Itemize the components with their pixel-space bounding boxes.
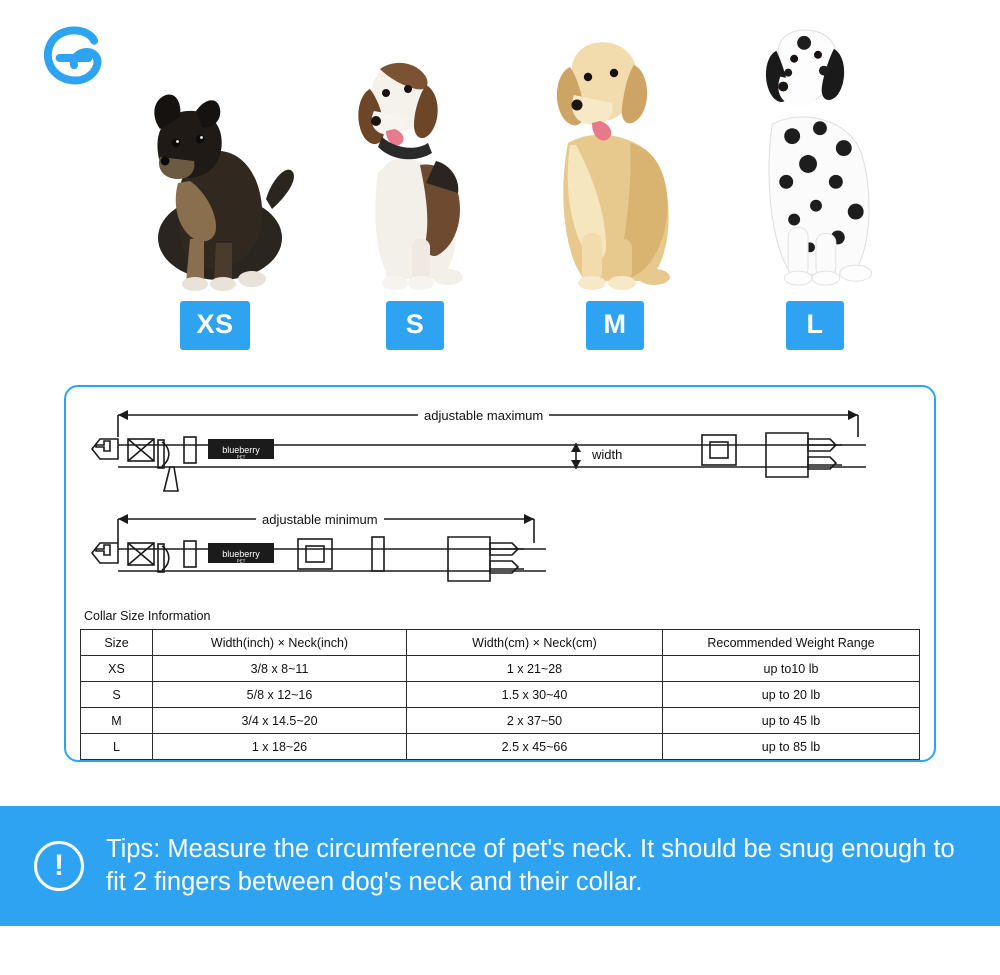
cell-inch: 5/8 x 12~16 [153,682,407,708]
table-row [81,682,920,708]
table-title: Collar Size Information [84,609,211,623]
puppy-photo [120,33,310,293]
golden-retriever-photo [520,33,710,293]
label-adjustable-maximum: adjustable maximum [418,408,549,423]
beagle-photo [320,33,510,293]
tips-banner [0,806,1000,926]
cell-weight: up to 20 lb [663,682,920,708]
col-header-weight: Recommended Weight Range [663,630,920,656]
col-header-cm: Width(cm) × Neck(cm) [407,630,663,656]
dog-size-row [120,0,1000,350]
cell-size: S [81,682,153,708]
size-badge-m: M [586,301,644,350]
cell-inch: 3/4 x 14.5~20 [153,708,407,734]
tips-text: Tips: Measure the circumference of pet's neck. It should be snug enough to fit 2 fingers between dog's neck and their collar. [106,835,955,896]
collar-size-table [80,629,920,760]
cell-weight: up to10 lb [663,656,920,682]
col-header-inch: Width(inch) × Neck(inch) [153,630,407,656]
label-adjustable-minimum: adjustable minimum [256,512,384,527]
cell-size: XS [81,656,153,682]
cell-inch: 3/8 x 8~11 [153,656,407,682]
table-row [81,734,920,760]
cell-size: M [81,708,153,734]
table-row [81,656,920,682]
size-badge-xs: XS [180,301,249,350]
size-badge-s: S [386,301,444,350]
collar-size-table-wrap [80,605,920,760]
size-cell-m [520,33,710,350]
cell-cm: 1.5 x 30~40 [407,682,663,708]
cell-size: L [81,734,153,760]
table-header-row [81,630,920,656]
cell-weight: up to 45 lb [663,708,920,734]
label-width: width [586,447,628,462]
size-cell-l [720,33,910,350]
col-header-size: Size [81,630,153,656]
exclamation-icon: ! [34,841,84,891]
table-row [81,708,920,734]
svg-text:blueberry: blueberry [222,445,260,455]
size-badge-l: L [786,301,844,350]
svg-text:blueberry: blueberry [222,549,260,559]
collar-info-panel [64,385,936,762]
collar-diagram [66,387,934,602]
cell-inch: 1 x 18~26 [153,734,407,760]
size-cell-xs [120,33,310,350]
cell-cm: 2.5 x 45~66 [407,734,663,760]
svg-text:PET: PET [236,454,246,460]
blueberry-pet-logo [38,22,110,94]
cell-weight: up to 85 lb [663,734,920,760]
cell-cm: 2 x 37~50 [407,708,663,734]
size-cell-s [320,33,510,350]
dalmatian-photo [720,33,910,293]
cell-cm: 1 x 21~28 [407,656,663,682]
svg-text:PET: PET [236,558,246,564]
